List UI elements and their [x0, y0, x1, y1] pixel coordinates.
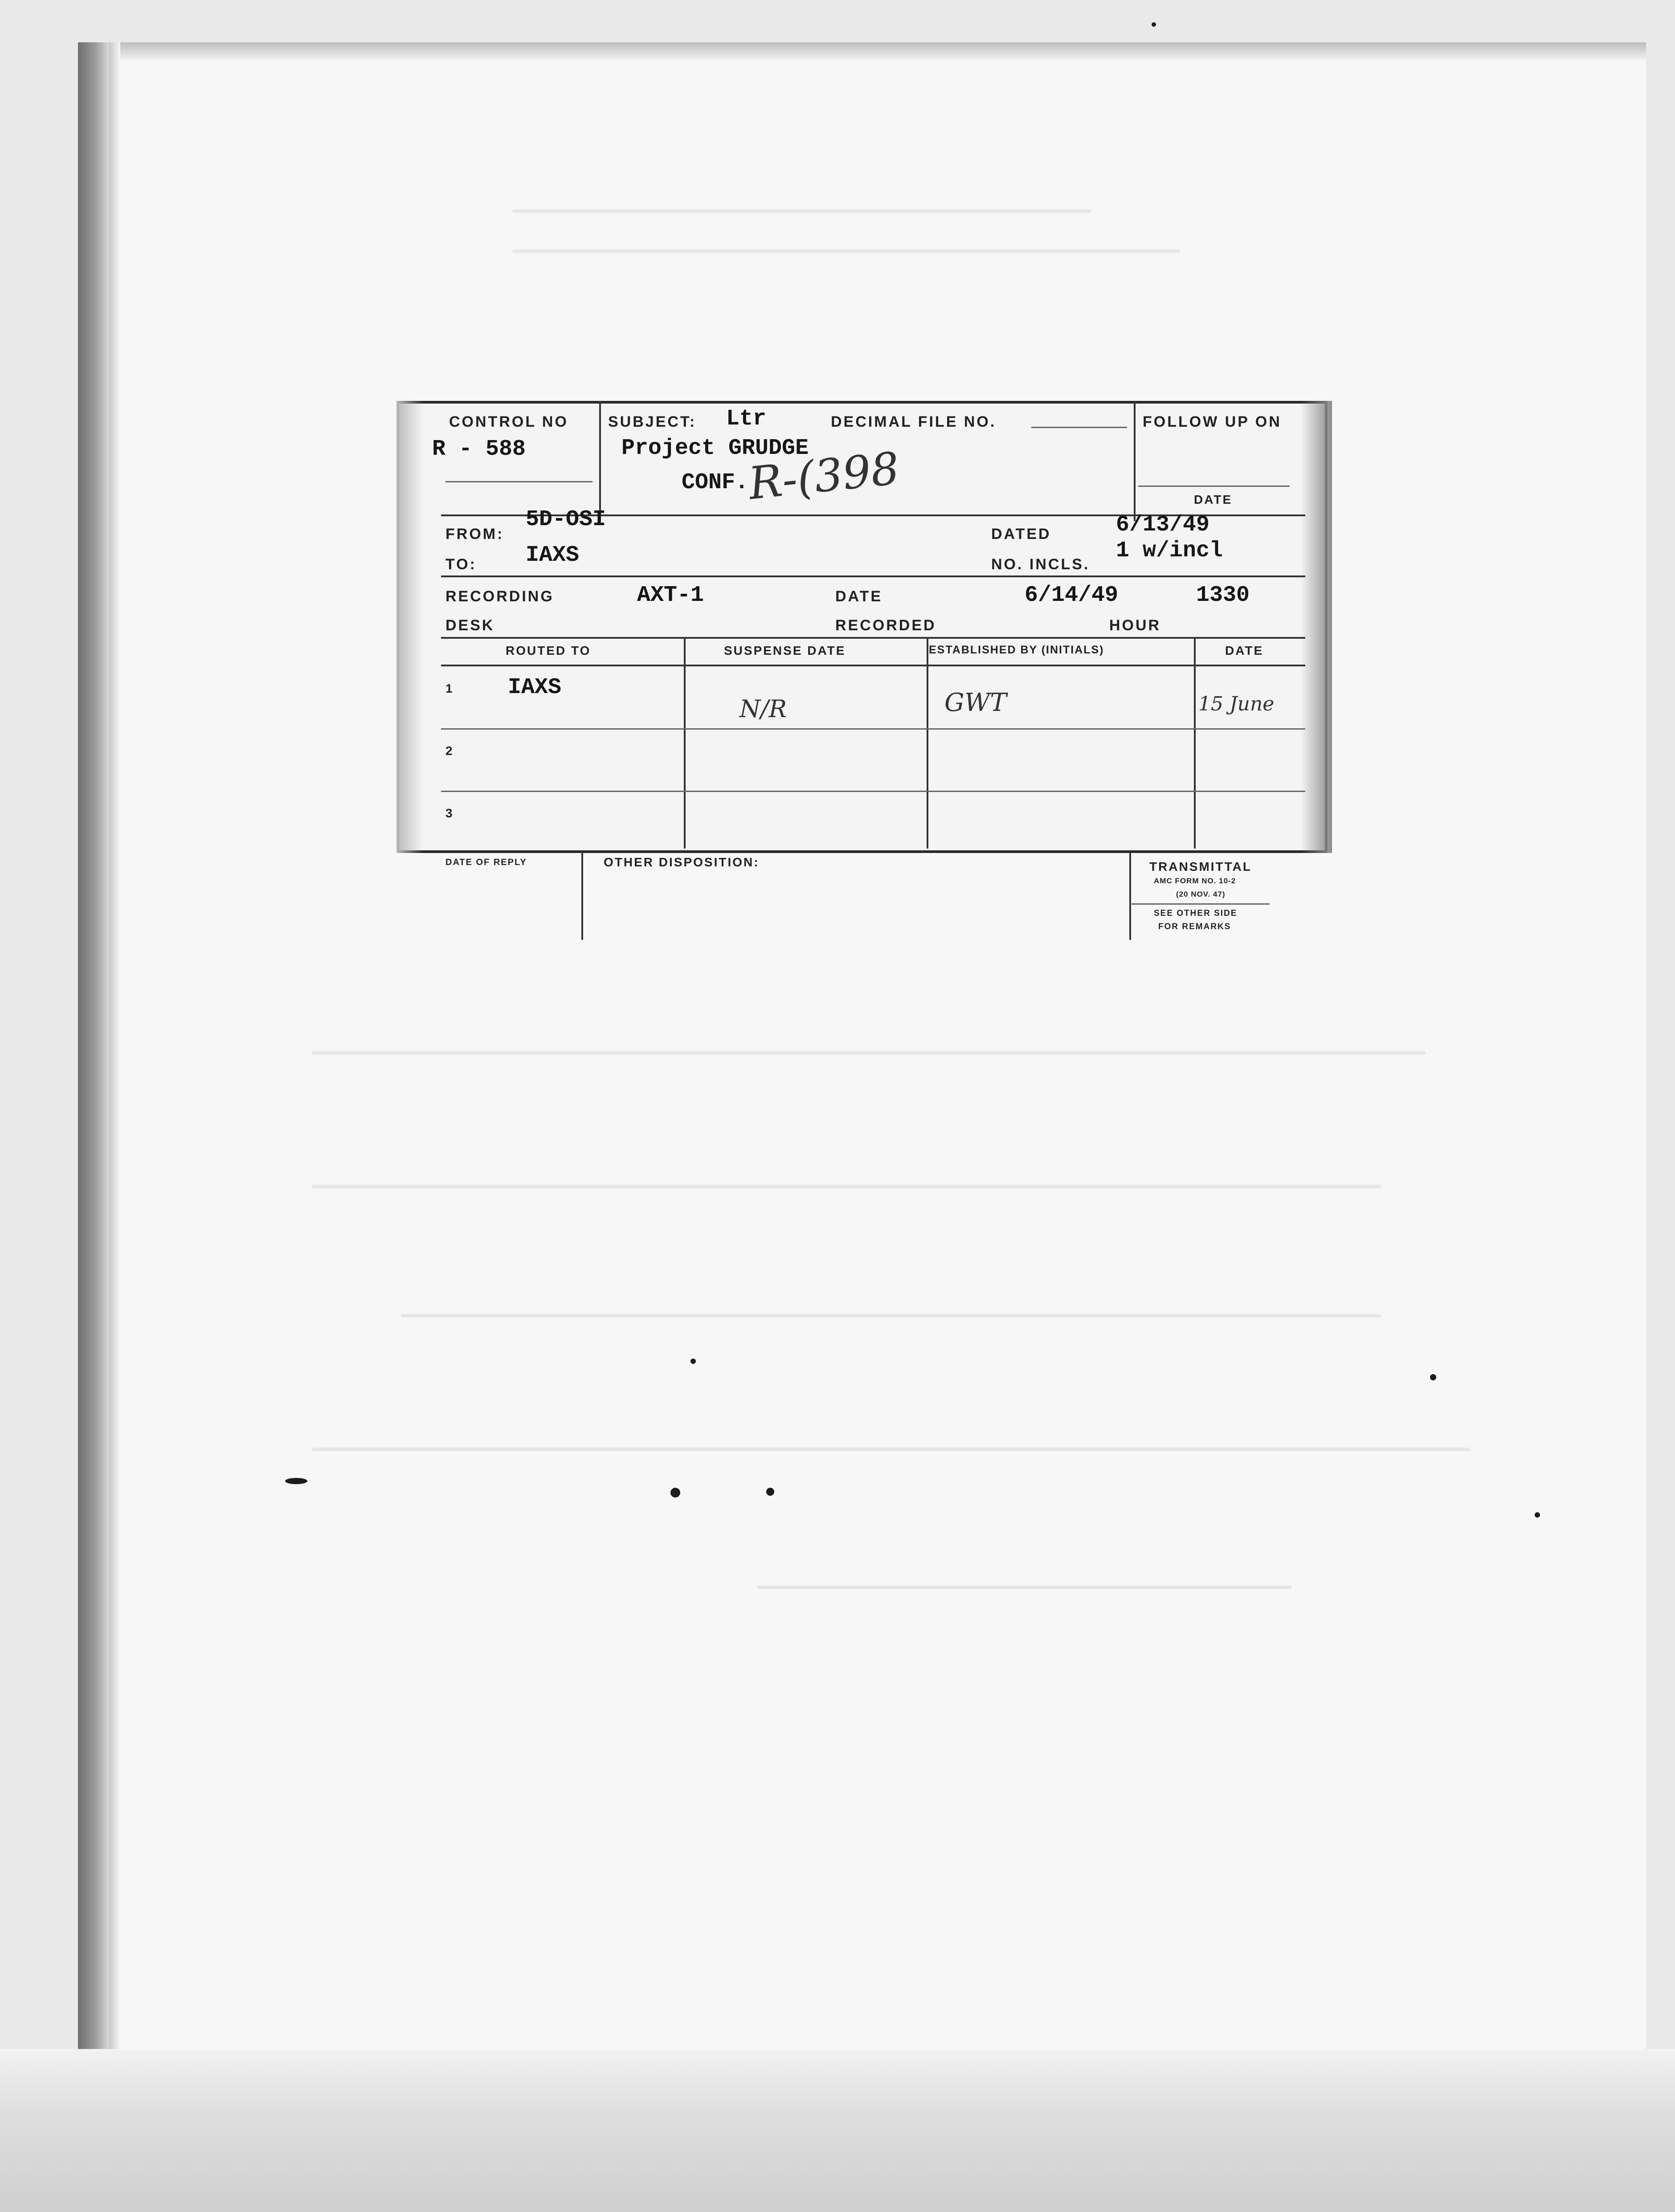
- routing-row-suspense: N/R: [739, 695, 787, 723]
- subject-value-project: Project GRUDGE: [621, 436, 809, 461]
- routing-row-date: 15 June: [1198, 693, 1275, 715]
- routing-row-initials: GWT: [944, 688, 1007, 717]
- hour-label: HOUR: [1109, 617, 1161, 634]
- routing-header-established-by: ESTABLISHED BY (INITIALS): [929, 644, 1104, 656]
- other-disposition-label: OTHER DISPOSITION:: [604, 855, 760, 869]
- hour-value: 1330: [1196, 583, 1250, 608]
- dated-value: 6/13/49: [1116, 512, 1210, 538]
- slip-shadow-right: [1301, 401, 1332, 853]
- dated-label: DATED: [991, 526, 1051, 543]
- date-recorded-label-1: DATE: [835, 588, 883, 605]
- subject-value-classification: CONF.: [682, 470, 749, 495]
- routing-row-routed-to: IAXS: [508, 675, 562, 700]
- from-value: 5D-OSI: [526, 507, 606, 532]
- recording-desk-value: AXT-1: [637, 583, 704, 608]
- control-no-underline: [445, 481, 592, 482]
- control-no-label: CONTROL NO: [449, 413, 568, 430]
- routing-col-divider: [684, 637, 686, 849]
- ink-speck: [766, 1488, 774, 1496]
- header-divider: [1134, 401, 1136, 521]
- transmittal-label: TRANSMITTAL: [1149, 860, 1252, 873]
- bleed-through-line: [312, 1185, 1381, 1188]
- from-label: FROM:: [445, 526, 504, 543]
- routing-header-suspense-date: SUSPENSE DATE: [724, 644, 846, 657]
- date-recorded-label-2: RECORDED: [835, 617, 936, 634]
- follow-up-date-label: DATE: [1194, 493, 1233, 506]
- follow-up-label: FOLLOW UP ON: [1143, 413, 1282, 430]
- date-of-reply-label: DATE OF REPLY: [445, 857, 527, 867]
- header-divider: [599, 401, 601, 521]
- routing-header-date: DATE: [1225, 644, 1264, 657]
- subject-value-ltr: Ltr: [726, 406, 767, 432]
- to-label: TO:: [445, 556, 477, 573]
- ink-speck: [1152, 22, 1156, 27]
- subject-label: SUBJECT:: [608, 413, 697, 430]
- subject-handwritten-ref: R-(398: [746, 442, 902, 510]
- no-incls-label: NO. INCLS.: [991, 556, 1090, 573]
- ink-speck: [1430, 1374, 1436, 1380]
- page-left-edge-fade: [109, 42, 120, 2109]
- transmittal-slip: [396, 401, 1332, 940]
- routing-row-number: 1: [445, 682, 454, 695]
- routing-row-number: 2: [445, 744, 454, 758]
- decimal-file-label: DECIMAL FILE NO.: [831, 413, 997, 430]
- see-other-side-2: FOR REMARKS: [1158, 922, 1231, 931]
- page-bottom-edge: [0, 2049, 1675, 2212]
- control-no-value: R - 588: [432, 437, 526, 462]
- follow-up-line: [1138, 486, 1290, 487]
- footer-divider: [1129, 852, 1131, 940]
- footer-divider: [581, 852, 583, 940]
- transmittal-rule: [1132, 903, 1270, 905]
- bleed-through-line: [512, 209, 1091, 213]
- recording-bottom-rule: [441, 637, 1305, 639]
- form-date: (20 NOV. 47): [1176, 890, 1226, 898]
- see-other-side-1: SEE OTHER SIDE: [1154, 909, 1238, 918]
- ink-speck: [285, 1478, 307, 1484]
- document-page: [78, 42, 1646, 2109]
- routing-col-divider: [1194, 637, 1196, 849]
- desk-label: DESK: [445, 617, 495, 634]
- routing-row-rule: [441, 728, 1305, 730]
- ink-speck: [1535, 1512, 1540, 1518]
- bleed-through-line: [401, 1314, 1381, 1318]
- bleed-through-line: [757, 1586, 1292, 1589]
- date-recorded-value: 6/14/49: [1025, 583, 1119, 608]
- slip-shadow-left: [396, 401, 423, 853]
- ink-speck: [690, 1359, 696, 1364]
- from-to-bottom-rule: [441, 575, 1305, 577]
- decimal-file-line: [1031, 427, 1127, 428]
- bleed-through-line: [312, 1051, 1426, 1055]
- ink-speck: [670, 1488, 680, 1498]
- bleed-through-line: [312, 1448, 1470, 1451]
- bleed-through-line: [512, 249, 1181, 253]
- to-value: IAXS: [526, 543, 580, 568]
- page-top-edge: [78, 42, 1646, 60]
- no-incls-value: 1 w/incl: [1116, 538, 1223, 563]
- recording-label: RECORDING: [445, 588, 554, 605]
- routing-row-rule: [441, 791, 1305, 792]
- routing-col-divider: [927, 637, 928, 849]
- routing-header-routed-to: ROUTED TO: [506, 644, 591, 657]
- routing-row-number: 3: [445, 806, 454, 820]
- form-number: AMC FORM NO. 10-2: [1154, 877, 1236, 885]
- routing-header-rule: [441, 665, 1305, 666]
- page-left-edge: [78, 42, 109, 2109]
